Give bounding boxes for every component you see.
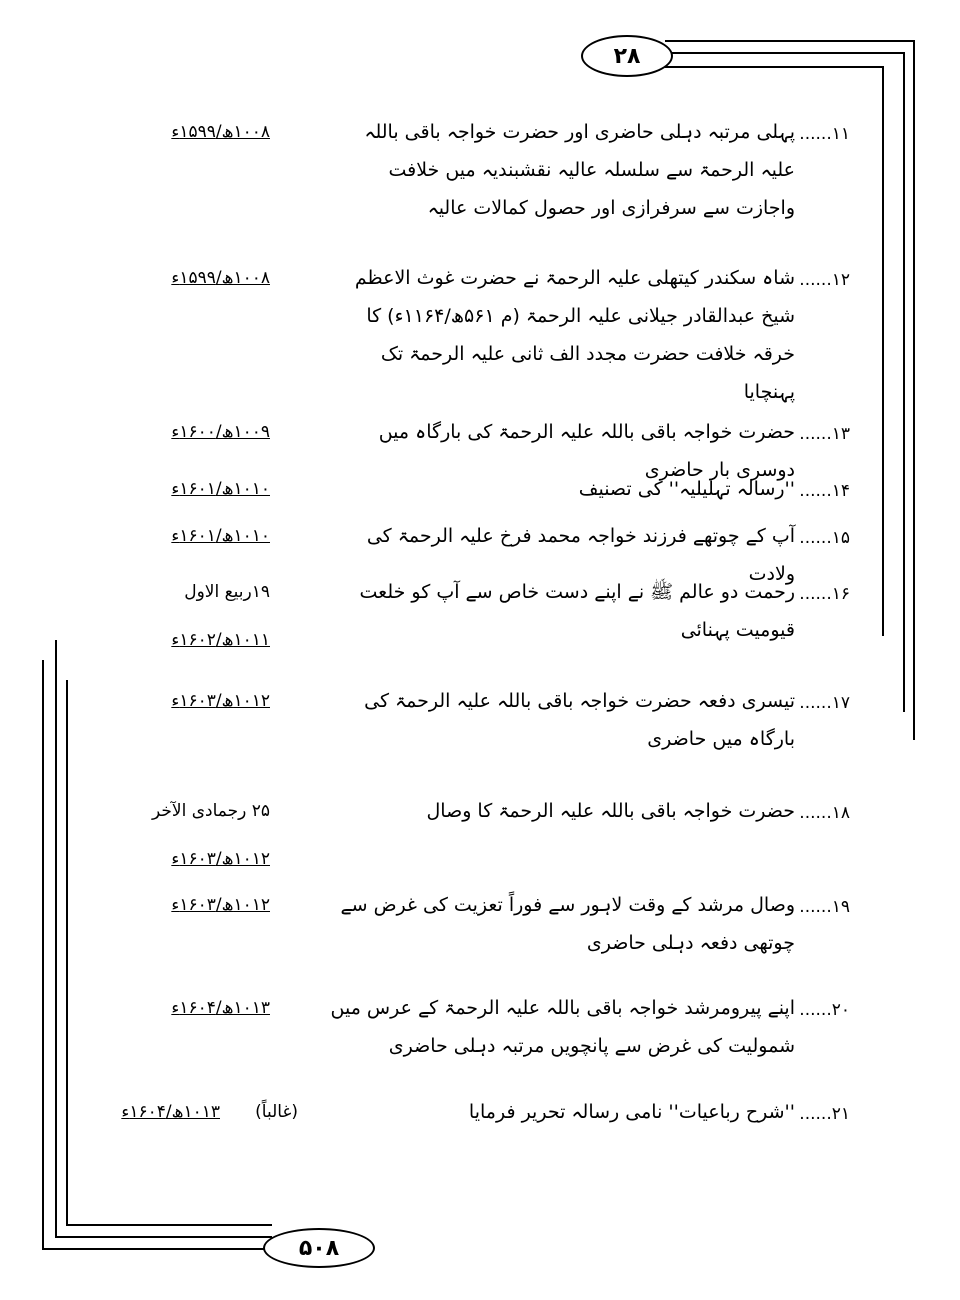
entry-text: رحمت دو عالم ﷺ نے اپنے دست خاص سے آپ کو خلعت قیومیت پہنائی [359, 581, 795, 641]
frame-line-top-outer [665, 40, 915, 42]
frame-line-left-inner [66, 680, 68, 1225]
entry-number: ۲۱...... [799, 1104, 850, 1124]
entry-text: اپنے پیرومرشد خواجہ باقی باللہ علیہ الرحمۃ کے عرس میں شمولیت کی غرض سے پانچویں مرتبہ دہلی حاضری [330, 997, 795, 1057]
entry-text: تیسری دفعہ حضرت خواجہ باقی باللہ علیہ الرحمۃ کی بارگاہ میں حاضری [364, 690, 795, 750]
entry-text: حضرت خواجہ باقی باللہ علیہ الرحمۃ کی بارگاہ میں دوسری بار حاضری [378, 421, 795, 481]
frame-line-top-short [665, 66, 884, 68]
frame-line-right-inner [882, 66, 884, 636]
entry-number: ۱۵...... [799, 528, 850, 548]
frame-line-left-middle [55, 640, 57, 1238]
entry-date-prefix: ۲۵ رجمادی الآخر [152, 801, 270, 821]
entry-number: ۱۶...... [799, 584, 850, 604]
frame-line-top-inner [665, 52, 905, 54]
entry-number: ۱۹...... [799, 897, 850, 917]
frame-line-right-outer [913, 40, 915, 740]
entry-date: ۱۰۱۲ھ/۱۶۰۳ء [171, 849, 270, 869]
entry-text: شاہ سکندر کیتھلی علیہ الرحمۃ نے حضرت غوث الاعظم شیخ عبدالقادر جیلانی علیہ الرحمۃ (م ۵۶۱ھ/۱۱۶۴ء) کا خرقہ خلافت حضرت مجدد الف ثانی علیہ الرحمۃ تک پہنچایا [354, 267, 795, 403]
footer-page-badge: ۵۰۸ [263, 1228, 375, 1268]
frame-line-right-middle [903, 52, 905, 712]
entry-text: آپ کے چوتھے فرزند خواجہ محمد فرخ علیہ الرحمۃ کی ولادت [366, 525, 795, 585]
entry-date: ۱۰۱۳ھ/۱۶۰۴ء [121, 1102, 220, 1122]
entry-number: ۱۱...... [799, 124, 850, 144]
entry-date: ۱۰۱۰ھ/۱۶۰۱ء [171, 526, 270, 546]
entry-date: ۱۰۱۲ھ/۱۶۰۳ء [171, 691, 270, 711]
entry-date: ۱۰۱۳ھ/۱۶۰۴ء [171, 998, 270, 1018]
entry-date: ۱۰۰۹ھ/۱۶۰۰ء [171, 422, 270, 442]
entry-date: ۱۰۰۸ھ/۱۵۹۹ء [171, 122, 270, 142]
entry-date: ۱۰۱۲ھ/۱۶۰۳ء [171, 895, 270, 915]
header-page-badge: ۲۸ [581, 35, 673, 77]
entry-date-prefix: (غالباً) [255, 1102, 298, 1122]
entry-number: ۲۰...... [799, 1000, 850, 1020]
frame-line-bottom-outer [42, 1248, 272, 1250]
frame-line-bottom-inner [66, 1224, 272, 1226]
entry-text: پہلی مرتبہ دہلی حاضری اور حضرت خواجہ باقی باللہ علیہ الرحمۃ سے سلسلہ عالیہ نقشبندیہ میں خلافت واجازت سے سرفرازی اور حصول کمالات عالیہ [364, 121, 795, 219]
frame-line-left-outer [42, 660, 44, 1250]
entry-number: ۱۷...... [799, 693, 850, 713]
entry-number: ۱۲...... [799, 270, 850, 290]
entry-number: ۱۴...... [799, 481, 850, 501]
entry-text: ''شرح رباعیات'' نامی رسالہ تحریر فرمایا [468, 1101, 795, 1123]
entry-date-prefix: ۱۹ربیع الاول [184, 582, 270, 602]
entry-number: ۱۸...... [799, 803, 850, 823]
entry-text: وصال مرشد کے وقت لاہور سے فوراً تعزیت کی غرض سے چوتھی دفعہ دہلی حاضری [340, 894, 795, 954]
entry-date: ۱۰۱۰ھ/۱۶۰۱ء [171, 479, 270, 499]
entry-text: حضرت خواجہ باقی باللہ علیہ الرحمۃ کا وصال [426, 800, 795, 822]
entry-text: ''رسالہ تہلیلیہ'' کی تصنیف [578, 478, 795, 500]
frame-line-bottom-middle [55, 1236, 272, 1238]
entry-date: ۱۰۱۱ھ/۱۶۰۲ء [171, 630, 270, 650]
entry-number: ۱۳...... [799, 424, 850, 444]
entry-date: ۱۰۰۸ھ/۱۵۹۹ء [171, 268, 270, 288]
